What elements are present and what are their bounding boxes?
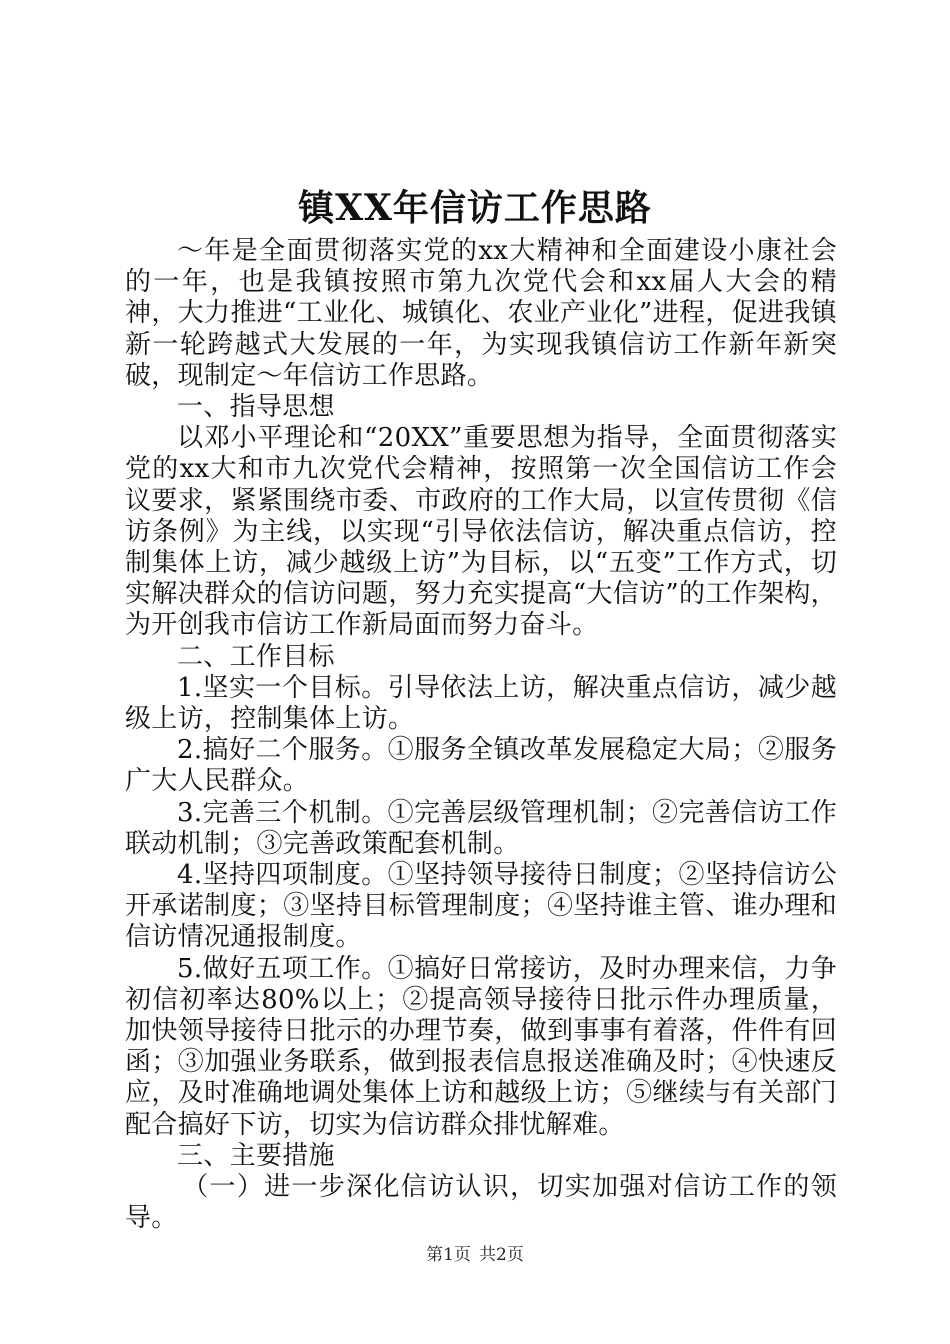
document-body [125, 236, 837, 1235]
goal-item-2: 2.搞好二个服务。①服务全镇改革发展稳定大局；②服务广大人民群众。 [125, 735, 837, 797]
intro-paragraph: ～年是全面贯彻落实党的xx大精神和全面建设小康社会的一年，也是我镇按照市第九次党代会和xx届人大会的精神，大力推进“工业化、城镇化、农业产业化”进程，促进我镇新一轮跨越式大发展的一年，为实现我镇信访工作新年新突破，现制定～年信访工作思路。 [125, 236, 837, 391]
section-heading-guiding-ideology: 一、指导思想 [177, 392, 335, 423]
goal-item-5: 5.做好五项工作。①搞好日常接访，及时办理来信，力争初信初率达80%以上；②提高领导接待日批示件办理质量，加快领导接待日批示的办理节奏，做到事事有着落，件件有回函；③加强业务联系，做到报表信息报送准确及时；④快速反应，及时准确地调处集体上访和越级上访；⑤继续与有关部门配合搞好下访，切实为信访群众排忧解难。 [125, 953, 837, 1140]
page-number: 第1页 [426, 1245, 471, 1265]
document-title: 镇XX年信访工作思路 [298, 187, 652, 229]
guiding-ideology-paragraph: 以邓小平理论和“20XX”重要思想为指导，全面贯彻落实党的xx大和市九次党代会精神，按照第一次全国信访工作会议要求，紧紧围绕市委、市政府的工作大局，以宣传贯彻《信访条例》为主线，以实现“引导依法信访，解决重点信访，控制集体上访，减少越级上访”为目标，以“五变”工作方式，切实解决群众的信访问题，努力充实提高“大信访”的工作架构，为开创我市信访工作新局面而努力奋斗。 [125, 423, 837, 641]
measure-subheading-1: （一）进一步深化信访认识，切实加强对信访工作的领导。 [125, 1172, 837, 1234]
goal-item-1: 1.坚实一个目标。引导依法上访，解决重点信访，减少越级上访，控制集体上访。 [125, 672, 837, 735]
page-total: 共2页 [479, 1245, 524, 1265]
section-heading-work-goals: 二、工作目标 [177, 641, 335, 672]
page-footer [0, 1244, 950, 1266]
goal-item-3: 3.完善三个机制。①完善层级管理机制；②完善信访工作联动机制；③完善政策配套机制。 [125, 797, 837, 859]
goal-item-4: 4.坚持四项制度。①坚持领导接待日制度；②坚持信访公开承诺制度；③坚持目标管理制度；④坚持谁主管、谁办理和信访情况通报制度。 [125, 860, 837, 953]
section-heading-main-measures: 三、主要措施 [177, 1140, 335, 1171]
